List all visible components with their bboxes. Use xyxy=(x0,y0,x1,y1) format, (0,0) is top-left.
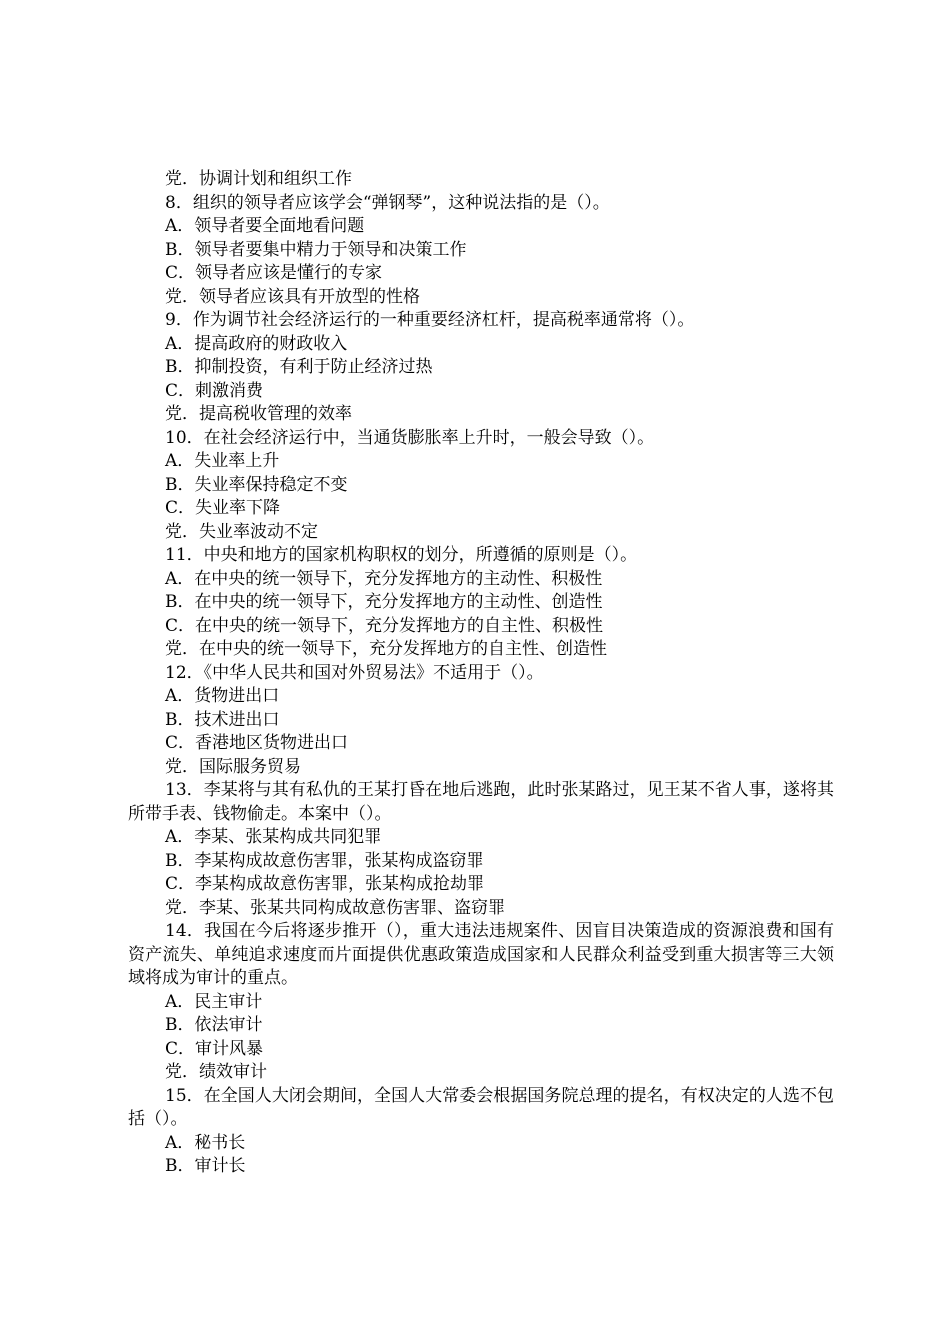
answer-option: 党．协调计划和组织工作 xyxy=(165,169,352,189)
question-line: 10．在社会经济运行中，当通货膨胀率上升时，一般会导致（）。 xyxy=(165,427,655,448)
answer-option: 党．国际服务贸易 xyxy=(165,756,301,777)
answer-option: C．审计风暴 xyxy=(165,1038,264,1059)
answer-option: B．审计长 xyxy=(165,1156,246,1176)
answer-option: C．失业率下降 xyxy=(165,498,281,518)
answer-option: A．在中央的统一领导下，充分发挥地方的主动性、积极性 xyxy=(165,568,603,589)
question-line: 12．《中华人民共和国对外贸易法》不适用于（）。 xyxy=(165,662,544,683)
question-paragraph: 14．我国在今后将逐步推开（），重大违法违规案件、因盲目决策造成的资源浪费和国有资产流失、单纯追求速度而片面提供优惠政策造成国家和人民群众利益受到重大损害等三大领域将成为审计的重点。 xyxy=(128,921,834,988)
answer-option: C．领导者应该是懂行的专家 xyxy=(165,263,383,283)
question-paragraph: 13．李某将与其有私仇的王某打昏在地后逃跑，此时张某路过，见王某不省人事，遂将其所带手表、钱物偷走。本案中（）。 xyxy=(128,780,834,824)
question-line: 9．作为调节社会经济运行的一种重要经济杠杆，提高税率通常将（）。 xyxy=(165,310,695,330)
answer-option: A．领导者要全面地看问题 xyxy=(165,216,365,236)
answer-option: B．失业率保持稳定不变 xyxy=(165,474,348,495)
answer-option: 党．在中央的统一领导下，充分发挥地方的自主性、创造性 xyxy=(165,639,607,659)
answer-option: A．货物进出口 xyxy=(165,686,280,706)
answer-option: 党．失业率波动不定 xyxy=(165,521,318,542)
question-line: 11．中央和地方的国家机构职权的划分，所遵循的原则是（）。 xyxy=(165,545,638,565)
answer-option: C．刺激消费 xyxy=(165,380,264,401)
answer-option: A．李某、张某构成共同犯罪 xyxy=(165,827,382,847)
answer-option: 党．李某、张某共同构成故意伤害罪、盗窃罪 xyxy=(165,897,505,918)
question-line: 8．组织的领导者应该学会“弹钢琴”，这种说法指的是（）。 xyxy=(165,192,610,213)
answer-option: B．技术进出口 xyxy=(165,709,280,730)
answer-option: C．在中央的统一领导下，充分发挥地方的自主性、积极性 xyxy=(165,615,604,636)
answer-option: A．民主审计 xyxy=(165,991,263,1012)
answer-option: 党．绩效审计 xyxy=(165,1062,267,1082)
answer-option: C．李某构成故意伤害罪，张某构成抢劫罪 xyxy=(165,874,485,894)
question-paragraph: 15．在全国人大闭会期间，全国人大常委会根据国务院总理的提名，有权决定的人选不包括（）。 xyxy=(128,1085,834,1129)
answer-option: A．提高政府的财政收入 xyxy=(165,333,348,354)
answer-option: 党．提高税收管理的效率 xyxy=(165,404,352,424)
answer-option: B．李某构成故意伤害罪，张某构成盗窃罪 xyxy=(165,850,484,871)
answer-option: B．领导者要集中精力于领导和决策工作 xyxy=(165,239,467,260)
answer-option: B．依法审计 xyxy=(165,1015,263,1035)
answer-option: B．在中央的统一领导下，充分发挥地方的主动性、创造性 xyxy=(165,592,603,612)
answer-option: A．失业率上升 xyxy=(165,451,280,471)
answer-option: 党．领导者应该具有开放型的性格 xyxy=(165,286,420,307)
answer-option: A．秘书长 xyxy=(165,1132,246,1153)
answer-option: C．香港地区货物进出口 xyxy=(165,733,349,753)
answer-option: B．抑制投资，有利于防止经济过热 xyxy=(165,357,433,377)
document-page xyxy=(128,168,834,1179)
